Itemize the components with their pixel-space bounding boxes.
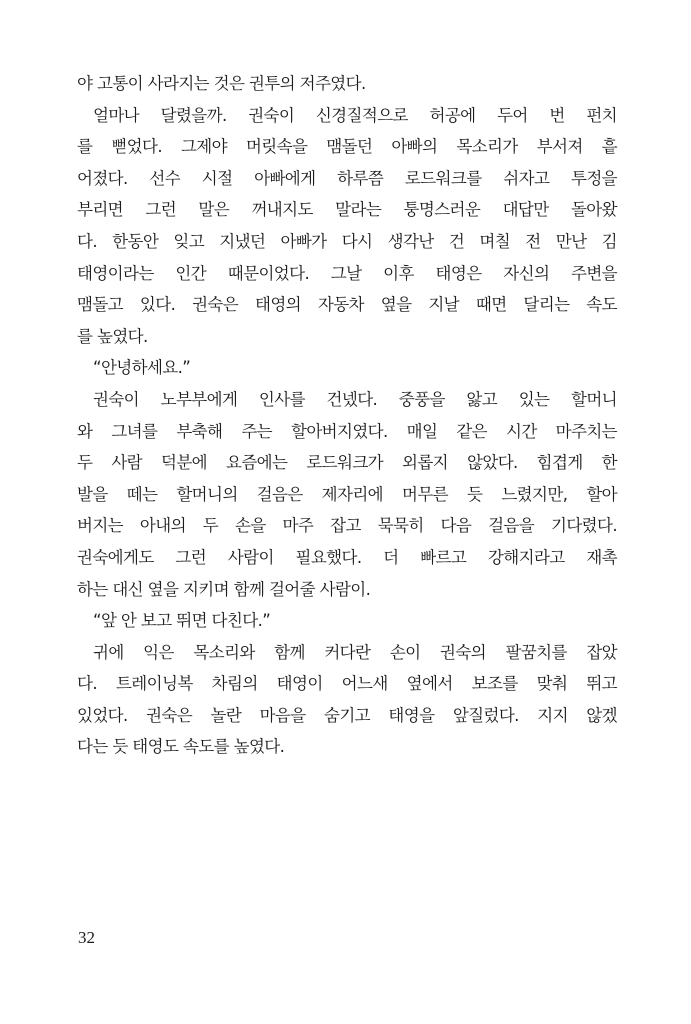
text-line: 맴돌고 있다. 권숙은 태영의 자동차 옆을 지날 때면 달리는 속도 — [77, 295, 617, 315]
dialogue-line: “앞 안 보고 뛰면 다친다.” — [93, 611, 271, 631]
text-line: 부리면 그런 말은 꺼내지도 말라는 퉁명스러운 대답만 돌아왔 — [77, 200, 617, 220]
dialogue-line: “안녕하세요.” — [93, 358, 191, 378]
text-line: 를 뻗었다. 그제야 머릿속을 맴돌던 아빠의 목소리가 부서져 흩 — [77, 137, 617, 157]
text-line: 다. 트레이닝복 차림의 태영이 어느새 옆에서 보조를 맞춰 뛰고 — [77, 674, 617, 694]
page-number: 32 — [78, 928, 95, 947]
text-line: 얼마나 달렸을까. 권숙이 신경질적으로 허공에 두어 번 펀치 — [93, 105, 617, 125]
text-line: 야 고통이 사라지는 것은 권투의 저주였다. — [77, 74, 366, 93]
text-line: 버지는 아내의 두 손을 마주 잡고 묵묵히 다음 걸음을 기다렸다. — [77, 516, 617, 536]
text-line: 권숙이 노부부에게 인사를 건넸다. 중풍을 앓고 있는 할머니 — [93, 389, 617, 409]
text-line: 다. 한동안 잊고 지냈던 아빠가 다시 생각난 건 며칠 전 만난 김 — [77, 231, 617, 251]
text-line: 권숙에게도 그런 사람이 필요했다. 더 빠르고 강해지라고 재촉 — [77, 547, 617, 567]
text-line: 귀에 익은 목소리와 함께 커다란 손이 권숙의 팔꿈치를 잡았 — [93, 642, 617, 662]
text-line: 다는 듯 태영도 속도를 높였다. — [77, 737, 285, 757]
text-line: 어졌다. 선수 시절 아빠에게 하루쯤 로드워크를 쉬자고 투정을 — [77, 168, 617, 188]
text-line: 발을 떼는 할머니의 걸음은 제자리에 머무른 듯 느렸지만, 할아 — [77, 484, 617, 504]
text-line: 있었다. 권숙은 놀란 마음을 숨기고 태영을 앞질렀다. 지지 않겠 — [77, 705, 617, 725]
text-line: 하는 대신 옆을 지키며 함께 걸어줄 사람이. — [77, 579, 371, 599]
body-text — [77, 68, 617, 763]
text-line: 태영이라는 인간 때문이었다. 그날 이후 태영은 자신의 주변을 — [77, 263, 617, 283]
text-line: 를 높였다. — [77, 326, 148, 346]
text-line: 와 그녀를 부축해 주는 할아버지였다. 매일 같은 시간 마주치는 — [77, 421, 617, 441]
text-line: 두 사람 덕분에 요즘에는 로드워크가 외롭지 않았다. 힘겹게 한 — [77, 453, 617, 473]
